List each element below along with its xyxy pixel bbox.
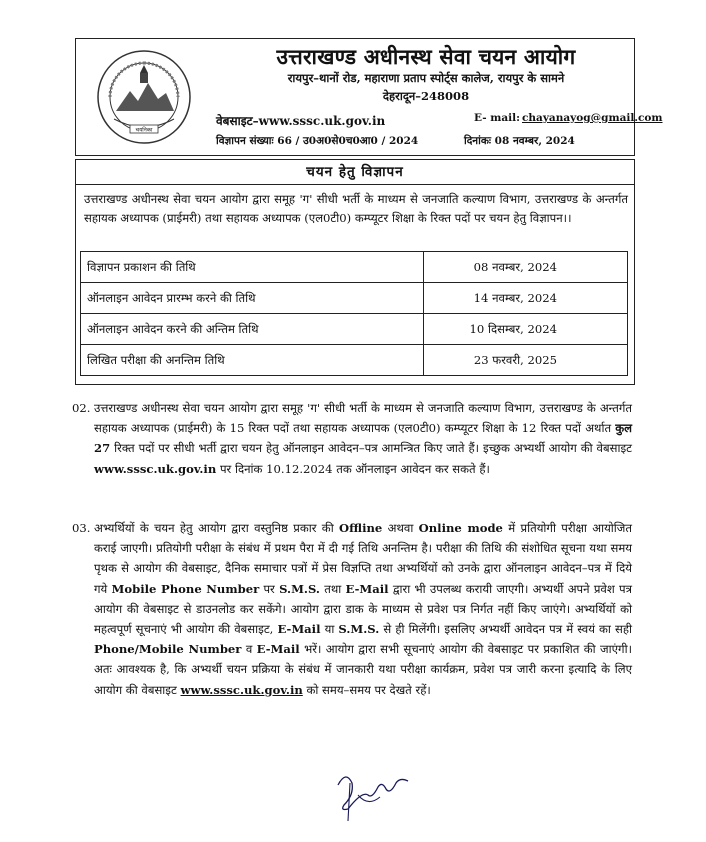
bold-term: Phone/Mobile Number bbox=[94, 642, 242, 657]
website-link[interactable]: www.sssc.uk.gov.in bbox=[180, 682, 303, 697]
date-label: ऑनलाइन आवेदन प्रारम्भ करने की तिथि bbox=[81, 283, 424, 314]
table-row bbox=[81, 252, 628, 283]
bold-term: E-Mail bbox=[256, 642, 300, 657]
text-run: से ही मिलेंगी। इसलिए अभ्यर्थी आवेदन पत्र में स्वयं का सही bbox=[379, 622, 633, 637]
ad-number: विज्ञापन संख्याः 66 / उ0अ0से0च0आ0 / 2024 bbox=[216, 135, 419, 147]
address-line-1: रायपुर–थानों रोड, महाराणा प्रताप स्पोर्ट्स कालेज, रायपुर के सामने bbox=[287, 71, 565, 85]
email-label: E- mail: bbox=[474, 112, 520, 124]
bold-term: Offline bbox=[339, 521, 383, 535]
dates-table bbox=[80, 251, 628, 376]
text-run: व bbox=[241, 642, 257, 657]
paragraph-text bbox=[94, 398, 632, 479]
website-text[interactable]: वेबसाइट–www.sssc.uk.gov.in bbox=[216, 114, 386, 128]
text-run: पर दिनांक 10.12.2024 तक ऑनलाइन आवेदन कर सकते हैं। bbox=[216, 461, 490, 476]
text-run: उत्तराखण्ड अधीनस्थ सेवा चयन आयोग द्वारा समूह 'ग' सीधी भर्ती के माध्यम से जनजाति कल्याण विभाग, उत्तराखण्ड के अन्तर्गत सहायक अध्यापक (प्राईमरी) के 15 रिक्त पदों तथा सहायक अध्यापक (एल0टी0) कम्प्यूटर शिक्षा के 12 रिक्त पदों अर्थात bbox=[94, 401, 632, 436]
notice-title: चयन हेतु विज्ञापन bbox=[76, 160, 634, 185]
website-link[interactable]: www.sssc.uk.gov.in bbox=[94, 461, 217, 476]
table-row bbox=[81, 345, 628, 376]
date-value: 23 फरवरी, 2025 bbox=[424, 345, 628, 376]
bold-term: Online mode bbox=[418, 521, 503, 535]
date-label: ऑनलाइन आवेदन करने की अन्तिम तिथि bbox=[81, 314, 424, 345]
text-run: अथवा bbox=[382, 521, 419, 535]
signature-icon bbox=[328, 765, 418, 825]
date-value: 10 दिसम्बर, 2024 bbox=[424, 314, 628, 345]
text-run: रिक्त पदों पर सीधी भर्ती द्वारा चयन हेतु ऑनलाइन आवेदन–पत्र आमन्त्रित किए जाते हैं। इच्छुक अभ्यर्थी आयोग की वेबसाइट bbox=[110, 441, 632, 456]
date-label: विज्ञापन प्रकाशन की तिथि bbox=[81, 252, 424, 283]
text-run: तथा bbox=[319, 581, 346, 596]
ad-date: दिनांकः 08 नवम्बर, 2024 bbox=[464, 135, 575, 147]
paragraph-number: 02. bbox=[72, 401, 91, 415]
organization-name: उत्तराखण्ड अधीनस्थ सेवा चयन आयोग bbox=[276, 44, 576, 69]
notice-summary: उत्तराखण्ड अधीनस्थ सेवा चयन आयोग द्वारा समूह 'ग' सीधी भर्ती के माध्यम से जनजाति कल्याण विभाग, उत्तराखण्ड के अन्तर्गत सहायक अध्यापक (प्राईमरी) तथा सहायक अध्यापक (एल0टी0) कम्प्यूटर शिक्षा के रिक्त पदों पर चयन हेतु विज्ञापन।। bbox=[84, 192, 628, 225]
date-value: 14 नवम्बर, 2024 bbox=[424, 283, 628, 314]
paragraph-text bbox=[94, 518, 632, 700]
bold-term: S.M.S. bbox=[338, 622, 380, 637]
commission-emblem-icon bbox=[96, 49, 192, 145]
notice-box bbox=[75, 159, 635, 385]
paragraph-number: 03. bbox=[72, 521, 91, 535]
paragraph-02 bbox=[72, 398, 632, 479]
email-link[interactable]: chayanayog@gmail.com bbox=[522, 112, 663, 124]
text-run: द्वारा भी उपलब्ध करायी जाएगी। अभ्यर्थी अपने प्रवेश पत्र आयोग की वेबसाइट से डाउनलोड कर सकेंगे। आयोग द्वारा डाक के माध्यम से प्रवेश पत्र निर्गत नहीं किए जाएंगे। अभ्यर्थियों को महत्वपूर्ण सूचनाएं भी आयोग की वेबसाइट, bbox=[94, 581, 633, 637]
emblem-caption: चयनिका bbox=[135, 127, 153, 134]
text-run: को समय–समय पर देखते रहें। bbox=[302, 682, 431, 697]
date-label: लिखित परीक्षा की अनन्तिम तिथि bbox=[81, 345, 424, 376]
total-posts: कुल 27 bbox=[94, 421, 632, 456]
text-run: या bbox=[320, 622, 339, 637]
letterhead bbox=[75, 38, 663, 156]
address-line-2: देहरादून–248008 bbox=[382, 89, 470, 103]
paragraph-03 bbox=[72, 518, 632, 700]
bold-term: Mobile Phone Number bbox=[111, 581, 260, 596]
table-row bbox=[81, 314, 628, 345]
bold-term: E-Mail bbox=[345, 581, 389, 596]
text-run: में प्रतियोगी परीक्षा आयोजित कराई जाएगी। प्रतियोगी परीक्षा के संबंध में प्रथम पैरा में दी गई तिथि अनन्तिम है। परीक्षा की तिथि की संशोधित सूचना यथा समय पृथक से आयोग की वेबसाइट, दैनिक समाचार पत्रों में प्रेस विज्ञप्ति तथा अभ्यर्थियों को उनके द्वारा ऑनलाइन आवेदन–पत्र में दिये गये bbox=[94, 521, 633, 596]
text-run: अभ्यर्थियों के चयन हेतु आयोग द्वारा वस्तुनिष्ठ प्रकार की bbox=[94, 521, 340, 535]
bold-term: E-Mail bbox=[277, 622, 321, 637]
text-run: भरें। आयोग द्वारा सभी सूचनाएं आयोग की वेबसाइट पर प्रकाशित की जाएंगी। अतः आवश्यक है, कि अभ्यर्थी चयन प्रक्रिया के संबंध में जानकारी यथा परीक्षा कार्यक्रम, प्रवेश पत्र जारी करना इत्यादि के लिए आयोग की वेबसाइट bbox=[94, 642, 632, 697]
bold-term: S.M.S. bbox=[279, 581, 320, 596]
date-value: 08 नवम्बर, 2024 bbox=[424, 252, 628, 283]
text-run: पर bbox=[259, 581, 280, 596]
table-row bbox=[81, 283, 628, 314]
